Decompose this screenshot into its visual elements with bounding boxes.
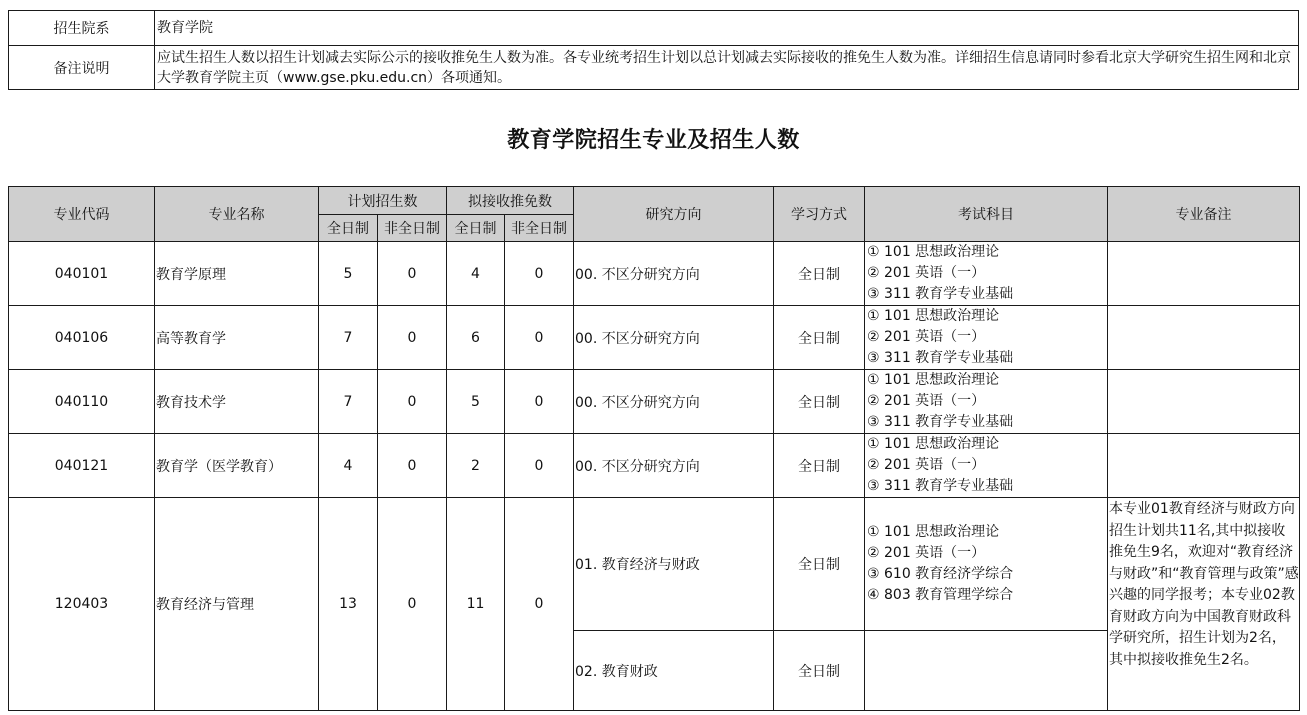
exam-subject: ① 101 思想政治理论 [867, 372, 1000, 388]
research-direction: 00. 不区分研究方向 [574, 306, 774, 370]
exempt-full-time: 6 [447, 306, 505, 370]
major-code: 040110 [9, 370, 155, 434]
research-direction: 00. 不区分研究方向 [574, 370, 774, 434]
research-direction: 00. 不区分研究方向 [574, 242, 774, 306]
plan-part-time: 0 [378, 498, 447, 711]
exam-subject: ① 101 思想政治理论 [867, 308, 1000, 324]
header-code: 专业代码 [9, 187, 155, 242]
plan-part-time: 0 [378, 306, 447, 370]
exam-subjects [865, 370, 1108, 434]
major-name: 教育学原理 [155, 242, 319, 306]
study-mode: 全日制 [774, 370, 865, 434]
table-row [9, 370, 1300, 434]
header-exempt-part-time: 非全日制 [505, 215, 574, 242]
major-code: 040101 [9, 242, 155, 306]
exempt-full-time: 11 [447, 498, 505, 711]
major-remark: 本专业01教育经济与财政方向招生计划共11名,其中拟接收推免生9名，欢迎对“教育经济与财政”和“教育管理与政策”感兴趣的同学报考；本专业02教育财政方向为中国教育财政科学研究所，招生计划为2名，其中拟接收推免生2名。 [1108, 498, 1300, 711]
major-name: 教育经济与管理 [155, 498, 319, 711]
header-remarks: 专业备注 [1108, 187, 1300, 242]
major-code: 040121 [9, 434, 155, 498]
page-title: 教育学院招生专业及招生人数 [507, 128, 800, 153]
exam-subject: ② 201 英语（一） [867, 393, 986, 409]
table-row [9, 434, 1300, 498]
plan-full-time: 5 [319, 242, 378, 306]
exempt-full-time: 2 [447, 434, 505, 498]
header-name: 专业名称 [155, 187, 319, 242]
plan-part-time: 0 [378, 370, 447, 434]
exam-subject: ③ 311 教育学专业基础 [867, 414, 1014, 430]
study-mode: 全日制 [774, 434, 865, 498]
exam-subject: ② 201 英语（一） [867, 545, 986, 561]
exempt-part-time: 0 [505, 242, 574, 306]
exempt-part-time: 0 [505, 498, 574, 711]
table-row [9, 498, 1300, 631]
header-direction: 研究方向 [574, 187, 774, 242]
exam-subjects [865, 306, 1108, 370]
exam-subject: ② 201 英语（一） [867, 265, 986, 281]
exam-subjects [865, 242, 1108, 306]
major-remark [1108, 370, 1300, 434]
exempt-part-time: 0 [505, 306, 574, 370]
major-name: 高等教育学 [155, 306, 319, 370]
exam-subjects [865, 631, 1108, 711]
exempt-full-time: 5 [447, 370, 505, 434]
major-remark [1108, 434, 1300, 498]
major-code: 040106 [9, 306, 155, 370]
study-mode: 全日制 [774, 631, 865, 711]
exam-subject: ④ 803 教育管理学综合 [867, 587, 1014, 603]
major-remark [1108, 242, 1300, 306]
table-row [9, 306, 1300, 370]
exam-subject: ② 201 英语（一） [867, 457, 986, 473]
major-remark [1108, 306, 1300, 370]
header-plan-full-time: 全日制 [319, 215, 378, 242]
plan-full-time: 7 [319, 370, 378, 434]
exempt-part-time: 0 [505, 434, 574, 498]
notes-label: 备注说明 [9, 46, 155, 90]
exam-subjects [865, 434, 1108, 498]
research-direction: 01. 教育经济与财政 [574, 498, 774, 631]
study-mode: 全日制 [774, 242, 865, 306]
header-plan-group: 计划招生数 [319, 187, 447, 215]
exempt-full-time: 4 [447, 242, 505, 306]
department-label: 招生院系 [9, 11, 155, 46]
exam-subject: ① 101 思想政治理论 [867, 436, 1000, 452]
plan-part-time: 0 [378, 242, 447, 306]
research-direction: 02. 教育财政 [574, 631, 774, 711]
research-direction: 00. 不区分研究方向 [574, 434, 774, 498]
header-study-mode: 学习方式 [774, 187, 865, 242]
study-mode: 全日制 [774, 306, 865, 370]
major-name: 教育学（医学教育） [155, 434, 319, 498]
exam-subject: ③ 610 教育经济学综合 [867, 566, 1014, 582]
info-table [8, 10, 1299, 90]
major-code: 120403 [9, 498, 155, 711]
study-mode: 全日制 [774, 498, 865, 631]
exam-subject: ① 101 思想政治理论 [867, 244, 1000, 260]
notes-value: 应试生招生人数以招生计划减去实际公示的接收推免生人数为准。各专业统考招生计划以总计划减去实际接收的推免生人数为准。详细招生信息请同时参看北京大学研究生招生网和北京大学教育学院主页（www.gse.pku.edu.cn）各项通知。 [155, 46, 1299, 90]
plan-part-time: 0 [378, 434, 447, 498]
exam-subject: ① 101 思想政治理论 [867, 524, 1000, 540]
plan-full-time: 7 [319, 306, 378, 370]
exam-subject: ③ 311 教育学专业基础 [867, 350, 1014, 366]
exam-subject: ③ 311 教育学专业基础 [867, 286, 1014, 302]
major-table [8, 186, 1300, 711]
header-plan-part-time: 非全日制 [378, 215, 447, 242]
header-exempt-full-time: 全日制 [447, 215, 505, 242]
plan-full-time: 4 [319, 434, 378, 498]
department-value: 教育学院 [155, 11, 1299, 46]
table-row [9, 242, 1300, 306]
exempt-part-time: 0 [505, 370, 574, 434]
exam-subjects [865, 498, 1108, 631]
header-exams: 考试科目 [865, 187, 1108, 242]
exam-subject: ② 201 英语（一） [867, 329, 986, 345]
header-exempt-group: 拟接收推免数 [447, 187, 574, 215]
plan-full-time: 13 [319, 498, 378, 711]
major-name: 教育技术学 [155, 370, 319, 434]
exam-subject: ③ 311 教育学专业基础 [867, 478, 1014, 494]
